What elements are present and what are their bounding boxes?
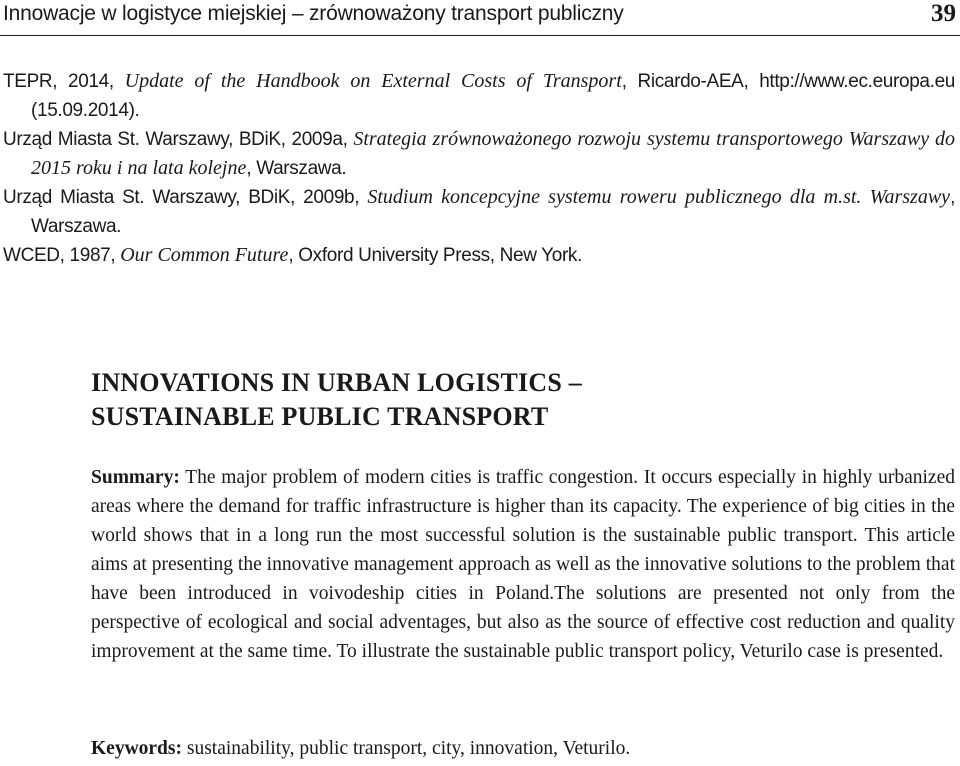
- reference-suffix: , Oxford University Press, New York.: [288, 245, 582, 266]
- reference-title: Strategia zrównoważonego rozwoju systemu transportowego Warszawy do 2015 roku i na lata kolejne: [31, 128, 955, 179]
- reference-title: Update of the Handbook on External Costs of Transport: [124, 70, 622, 92]
- reference-prefix: Urząd Miasta St. Warszawy, BDiK, 2009a,: [3, 129, 354, 150]
- reference-prefix: WCED, 1987,: [3, 245, 121, 266]
- keywords-text: sustainability, public transport, city, innovation, Veturilo.: [182, 738, 631, 759]
- reference-item: [3, 125, 955, 183]
- reference-suffix: , Warszawa.: [31, 187, 955, 237]
- keywords-line: [91, 734, 955, 763]
- summary-text: The major problem of modern cities is traffic congestion. It occurs especially in highly urbanized areas where the demand for traffic infrastructure is higher than its capacity. The experience of big cities in the world shows that in a long run the most successful solution is the sustainable public transport. This article aims at presenting the innovative management approach as well as the innovative solutions to the problem that have been introduced in voivodeship cities in Poland.The solutions are presented not only from the perspective of ecological and social adventages, but also as the source of effective cost reduction and quality improvement at the same time. To illustrate the sustainable public transport policy, Veturilo case is presented.: [91, 467, 955, 662]
- reference-prefix: Urząd Miasta St. Warszawy, BDiK, 2009b,: [3, 187, 368, 208]
- reference-prefix: TEPR, 2014,: [3, 71, 125, 92]
- summary-label: Summary:: [91, 467, 180, 488]
- reference-title: Studium koncepcyjne systemu roweru publicznego dla m.st. Warszawy: [367, 186, 951, 208]
- summary-paragraph: [91, 463, 955, 666]
- english-title-line-2: SUSTAINABLE PUBLIC TRANSPORT: [91, 402, 549, 431]
- english-article-title: [91, 366, 582, 434]
- reference-item: [3, 183, 955, 241]
- reference-item: [3, 241, 955, 270]
- running-title: Innowacje w logistyce miejskiej – zrównoważony transport publiczny: [3, 2, 624, 25]
- english-title-line-1: INNOVATIONS IN URBAN LOGISTICS –: [91, 368, 582, 397]
- running-header: [0, 0, 960, 36]
- reference-suffix: , Ricardo-AEA, http://www.ec.europa.eu (15.09.2014).: [31, 71, 955, 121]
- reference-suffix: , Warszawa.: [246, 158, 347, 179]
- keywords-label: Keywords:: [91, 738, 182, 759]
- reference-item: [3, 67, 955, 125]
- reference-list: [3, 67, 955, 270]
- header-rule: [0, 35, 960, 36]
- page-number: 39: [931, 0, 956, 27]
- reference-title: Our Common Future: [120, 244, 289, 266]
